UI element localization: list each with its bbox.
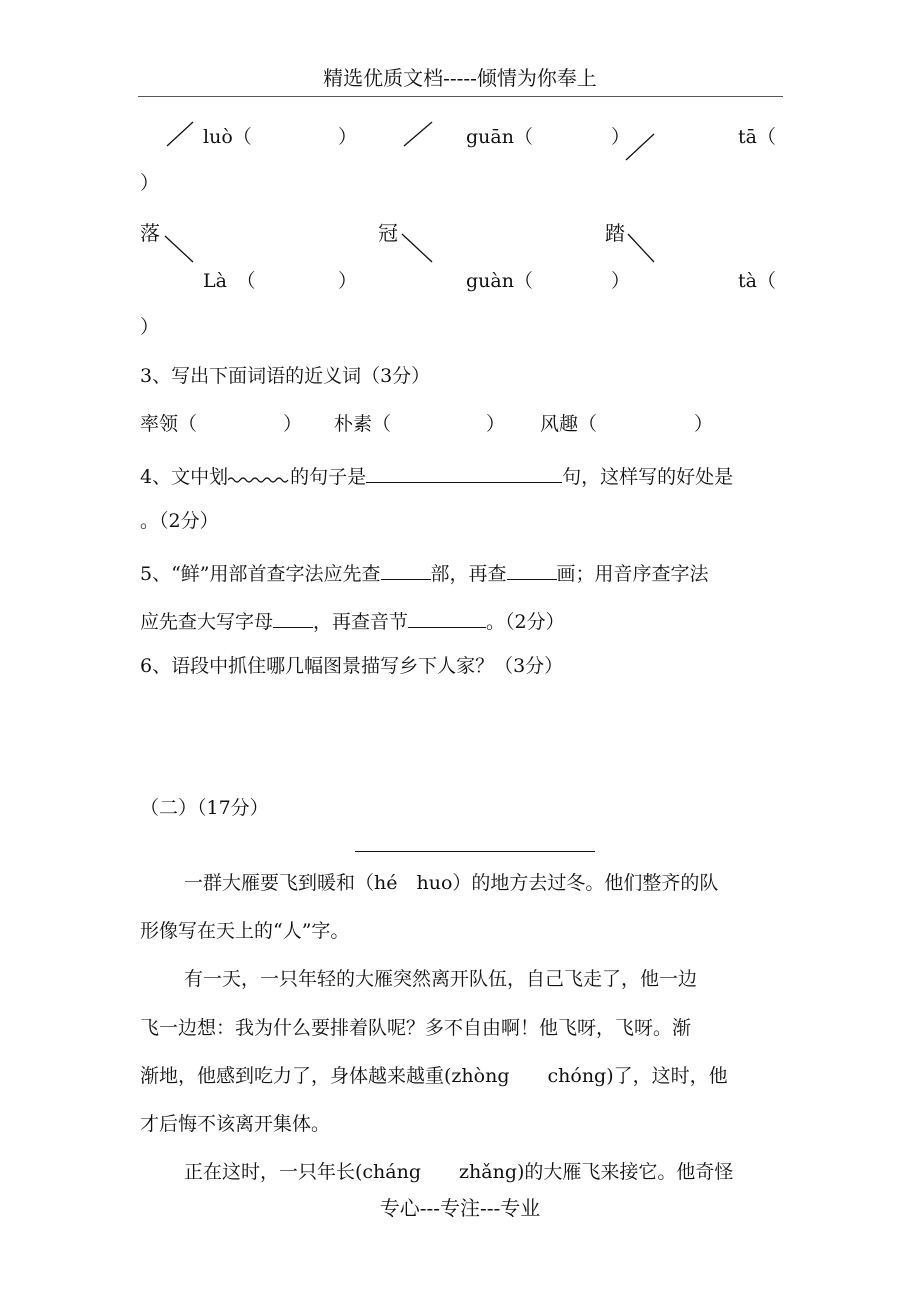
passage-line: 形像写在天上的“人”字。 (140, 920, 350, 942)
section-2-title: （二）（17分） (140, 797, 269, 819)
question-6: 6、语段中抓住哪几幅图景描写乡下人家？（3分） (140, 655, 564, 677)
page-header: 精选优质文档-----倾情为你奉上 (323, 66, 597, 90)
question-5-line2 (140, 609, 565, 632)
connector-line (163, 234, 195, 264)
char-guan: 冠 (378, 221, 398, 245)
bracket-close: ） (338, 126, 358, 148)
bracket-close: ） (694, 413, 714, 435)
pinyin-luo: luò（ (203, 126, 252, 148)
pinyin-ta1: tā（ (738, 126, 776, 148)
page-footer: 专心---专注---专业 (379, 1196, 541, 1220)
q5-text-6: 。（2分） (486, 611, 565, 633)
bracket-close: ） (140, 172, 160, 194)
answer-blank[interactable] (381, 561, 431, 580)
q4-score: 。（2分） (140, 510, 219, 532)
pinyin-guan1: guān（ (466, 126, 533, 148)
q5-text-1: 5、“鲜”用部首查字法应先查 (140, 563, 381, 585)
question-5 (140, 561, 709, 584)
passage-title-blank[interactable] (355, 851, 595, 852)
pinyin-la: Là （ (203, 270, 256, 292)
synonym-word-1: 率领（ (140, 413, 198, 435)
question-4 (140, 464, 733, 487)
synonym-word-3: 风趣（ (540, 413, 598, 435)
bracket-close: ） (338, 270, 358, 292)
connector-line (624, 132, 656, 162)
header-rule (138, 96, 783, 97)
q4-text-2: 的句子是 (290, 466, 367, 488)
answer-blank[interactable] (507, 561, 557, 580)
connector-line (400, 232, 434, 264)
answer-blank[interactable] (366, 464, 562, 483)
connector-line (402, 120, 434, 148)
answer-blank[interactable] (408, 609, 486, 628)
q4-text-3: 句，这样写的好处是 (562, 466, 734, 488)
passage-line: 才后悔不该离开集体。 (140, 1113, 331, 1135)
q5-text-4: 应先查大写字母 (140, 611, 274, 633)
q5-text-5: ，再查音节 (313, 611, 409, 633)
q5-text-2: 部，再查 (430, 563, 507, 585)
connector-line (626, 232, 656, 264)
pinyin-guan2: guàn（ (466, 270, 533, 292)
connector-line (165, 120, 195, 148)
q4-text-1: 4、文中划 (140, 466, 229, 488)
passage-line: 一群大雁要飞到暖和（hé huo）的地方去过冬。他们整齐的队 (184, 872, 719, 894)
passage-line: 飞一边想：我为什么要排着队呢？多不自由啊！他飞呀，飞呀。渐 (140, 1017, 692, 1039)
bracket-close: ） (486, 413, 506, 435)
passage-line: 渐地，他感到吃力了，身体越来越重(zhòng chóng)了，这时，他 (140, 1065, 728, 1087)
bracket-close: ） (611, 126, 631, 148)
passage-line: 有一天，一只年轻的大雁突然离开队伍，自己飞走了，他一边 (184, 968, 698, 990)
char-ta: 踏 (605, 221, 625, 245)
pinyin-ta2: tà（ (738, 270, 776, 292)
synonym-word-2: 朴素（ (334, 413, 392, 435)
answer-blank[interactable] (273, 609, 313, 628)
bracket-close: ） (283, 413, 303, 435)
passage-line: 正在这时，一只年长(cháng zhǎng)的大雁飞来接它。他奇怪 (184, 1161, 734, 1183)
bracket-close: ） (611, 270, 631, 292)
char-luo: 落 (140, 221, 160, 245)
bracket-close: ） (140, 316, 160, 338)
q5-text-3: 画；用音序查字法 (556, 563, 709, 585)
wavy-underline-mark (228, 473, 290, 483)
question-3: 3、写出下面词语的近义词（3分） (140, 365, 431, 387)
